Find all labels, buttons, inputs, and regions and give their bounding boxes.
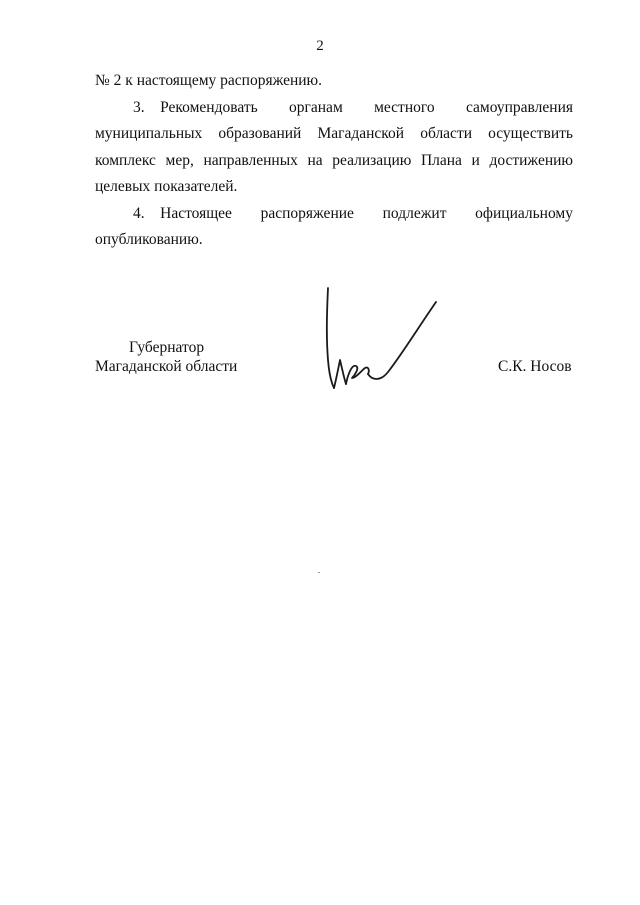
- paragraph-3: 3. Рекомендовать органам местного самоуправления муниципальных образований Магаданской области осуществить комплекс мер, направленных на реализацию Плана и достижению целевых показателей.: [95, 98, 573, 195]
- signatory-title: Губернатор: [129, 339, 205, 356]
- paragraph-continuation: № 2 к настоящему распоряжению.: [95, 72, 323, 89]
- signatory-position: [95, 338, 237, 376]
- scan-speck: [318, 572, 320, 573]
- signatory-name: С.К. Носов: [498, 358, 572, 375]
- handwritten-signature: [310, 280, 450, 400]
- page-number: 2: [316, 38, 324, 54]
- paragraph-4: 4. Настоящее распоряжение подлежит официальному опубликованию.: [95, 204, 573, 248]
- signatory-region: Магаданской области: [95, 358, 238, 375]
